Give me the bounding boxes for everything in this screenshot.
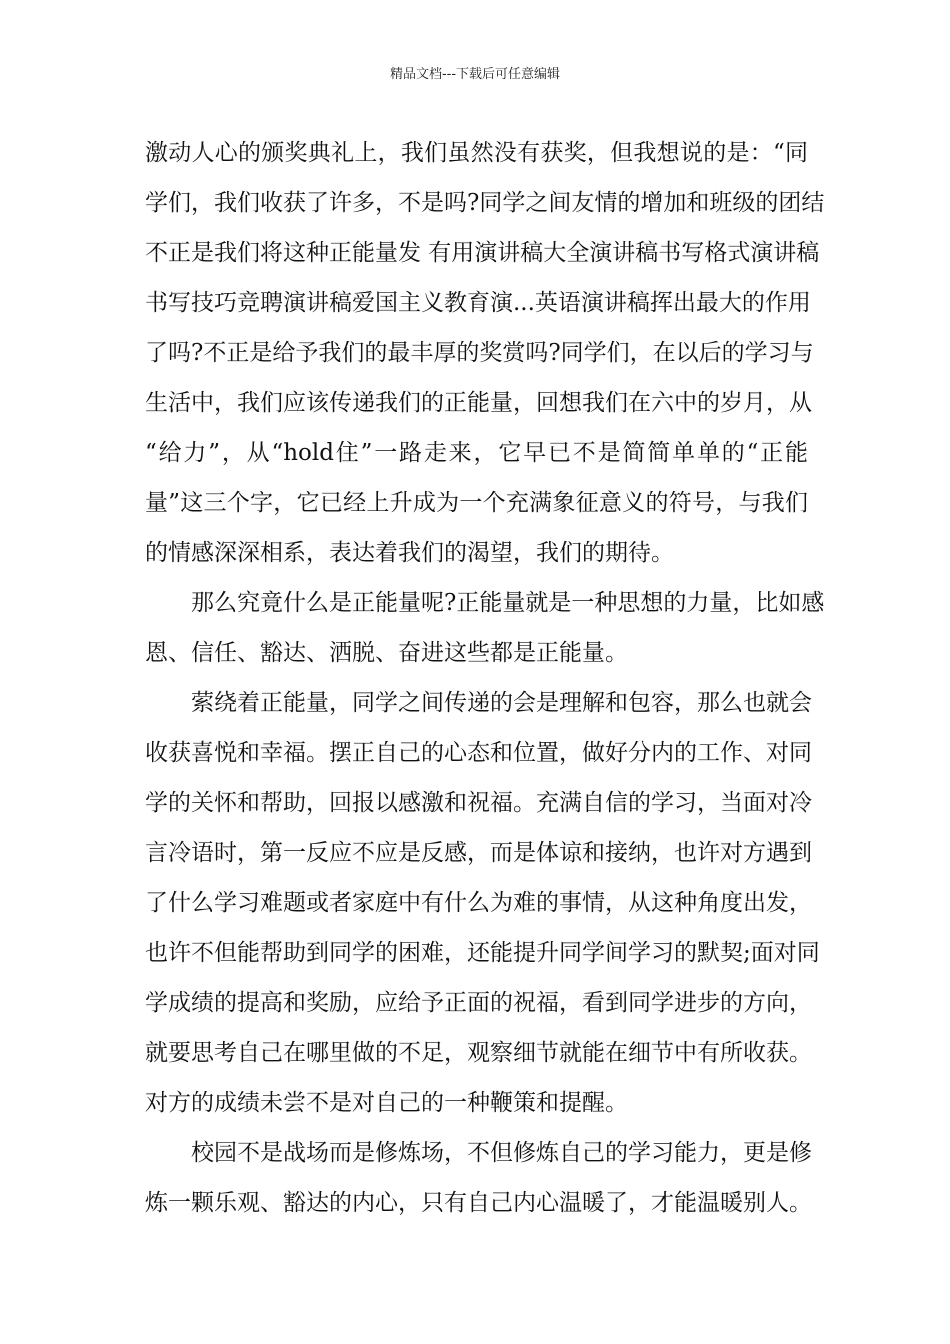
text-line: 书写技巧竞聘演讲稿爱国主义教育演...英语演讲稿挥出最大的作用: [145, 290, 811, 316]
paragraph: [145, 1128, 812, 1228]
text-line: 了什么学习难题或者家庭中有什么为难的事情，从这种角度出发，: [145, 890, 812, 916]
text-line: 的情感深深相系，表达着我们的渴望，我们的期待。: [145, 540, 674, 566]
text-line: 学成绩的提高和奖励，应给予正面的祝福，看到同学进步的方向，: [145, 990, 812, 1016]
text-line: 生活中，我们应该传递我们的正能量，回想我们在六中的岁月，从: [145, 390, 812, 416]
text-line: 量”这三个字，它已经上升成为一个充满象征意义的符号，与我们: [145, 490, 808, 516]
text-line: 激动人心的颁奖典礼上，我们虽然没有获奖，但我想说的是：“同: [145, 140, 808, 166]
text-line: 校园不是战场而是修炼场，不但修炼自己的学习能力，更是修: [191, 1140, 812, 1166]
text-line: 萦绕着正能量，同学之间传递的会是理解和包容，那么也就会: [191, 690, 812, 716]
text-line: 不正是我们将这种正能量发 有用演讲稿大全演讲稿书写格式演讲稿: [145, 240, 820, 266]
paragraph: [145, 678, 820, 1128]
text-line: 就要思考自己在哪里做的不足，观察细节就能在细节中有所收获。: [145, 1040, 812, 1066]
document-body: [145, 128, 825, 1228]
text-line: 对方的成绩未尝不是对自己的一种鞭策和提醒。: [145, 1090, 628, 1116]
paragraph: [145, 578, 825, 678]
text-line: 学的关怀和帮助，回报以感激和祝福。充满自信的学习，当面对冷: [145, 790, 812, 816]
text-line: 恩、信任、豁达、洒脱、奋进这些都是正能量。: [145, 640, 628, 666]
page-header: 精品文档---下载后可任意编辑: [389, 67, 561, 82]
text-line: “给力”，从“hold住”一路走来，它早已不是简简单单的“正能: [145, 440, 808, 466]
text-line: 言冷语时，第一反应不应是反感，而是体谅和接纳，也许对方遇到: [145, 840, 812, 866]
text-line: 学们，我们收获了许多，不是吗?同学之间友情的增加和班级的团结: [145, 190, 825, 216]
text-line: 了吗?不正是给予我们的最丰厚的奖赏吗?同学们，在以后的学习与: [145, 340, 814, 366]
text-line: 那么究竟什么是正能量呢?正能量就是一种思想的力量，比如感: [191, 590, 825, 616]
text-line: 炼一颗乐观、豁达的内心，只有自己内心温暖了，才能温暖别人。: [145, 1190, 812, 1216]
paragraph: [145, 128, 825, 578]
text-line: 也许不但能帮助到同学的困难，还能提升同学间学习的默契;面对同: [145, 940, 820, 966]
text-line: 收获喜悦和幸福。摆正自己的心态和位置，做好分内的工作、对同: [145, 740, 812, 766]
